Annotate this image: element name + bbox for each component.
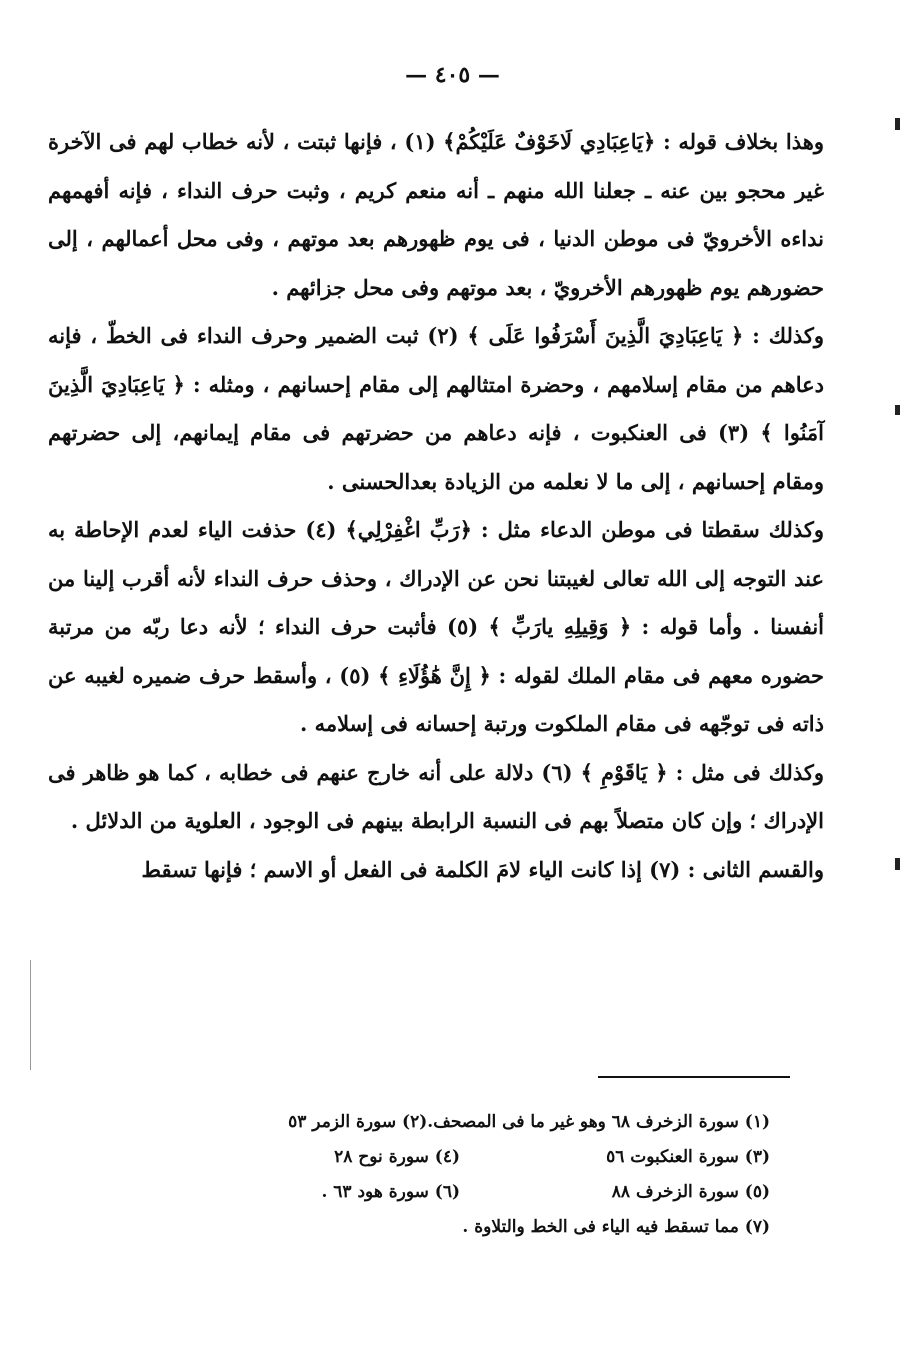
paragraph-2 bbox=[48, 312, 824, 506]
text-line: إلى حضورهم يوم ظهورهم الأخرويّ ، بعد موتهم وفى محل جزائهم . bbox=[48, 226, 824, 300]
text-line: والقسم الثانى : (٧) إذا كانت الياء لامَ الكلمة فى الفعل أو الاسم ؛ فإنها تسقط bbox=[141, 856, 824, 882]
scan-mark bbox=[30, 960, 31, 1070]
footnote-row bbox=[230, 1175, 770, 1210]
text-line: وهذا بخلاف قوله : ﴿يَاعِبَادِي لَاخَوْفٌ عَلَيْكُمْ﴾ (١) ، فإنها ثبتت ، لأنه خطاب لهم bbox=[136, 129, 824, 154]
footnote-4: (٤) سورة نوح ٢٨ bbox=[334, 1147, 460, 1167]
footnote-2: (٢) سورة الزمر ٥٣ bbox=[288, 1112, 428, 1132]
footnote-7: (٧) مما تسقط فيه الياء فى الخط والتلاوة . bbox=[462, 1217, 770, 1237]
text-line: من أنفسنا . وأما قوله : ﴿ وَقِيلِهِ يارَبِّ ﴾ (٥) فأثبت حرف النداء ؛ لأنه دعا ربّه من bbox=[48, 565, 824, 639]
paragraph-4 bbox=[48, 749, 824, 846]
footnote-6: (٦) سورة هود ٦٣ . bbox=[321, 1182, 460, 1202]
footnote-row bbox=[230, 1140, 770, 1175]
text-line: فى الآخرة غير محجو بين عنه ـ جعلنا الله منهم ـ أنه منعم كريم ، وثبت حرف النداء ، فإنه bbox=[48, 129, 824, 203]
text-line: به عند التوجه إلى الله تعالى لغيبتنا نحن عن الإدراك ، وحذف حرف النداء لأنه أقرب إلينا bbox=[48, 517, 824, 591]
paragraph-3 bbox=[48, 506, 824, 749]
page-number: — ٤٠٥ — bbox=[405, 62, 500, 88]
paragraph-1 bbox=[48, 118, 824, 312]
footnote-row bbox=[230, 1105, 770, 1140]
text-line: وكذلك فى مثل : ﴿ يَاقَوْمِ ﴾ (٦) دلالة على أنه خارج عنهم فى خطابه ، كما هو ظاهر bbox=[75, 759, 824, 785]
footnotes bbox=[230, 1105, 770, 1245]
paragraph-5 bbox=[48, 846, 824, 895]
scan-mark bbox=[895, 858, 900, 870]
scan-mark bbox=[895, 405, 900, 415]
footnote-divider bbox=[598, 1076, 790, 1078]
text-line: فى الخطّ ، فإنه دعاهم من مقام إسلامهم ، وحضرة امتثالهم إلى مقام إحسانهم ، bbox=[48, 323, 824, 397]
text-line: من الدلائل . bbox=[70, 808, 178, 833]
text-line: مرتبة حضوره معهم فى مقام الملك لقوله : ﴿ إِنَّ هَٰؤُلَاءِ ﴾ (٥) ، وأسقط حرف ضميره bbox=[48, 614, 824, 688]
footnote-5: (٥) سورة الزخرف ٨٨ bbox=[611, 1182, 770, 1202]
footnote-1: (١) سورة الزخرف ٦٨ وهو غير ما فى المصحف. bbox=[427, 1112, 770, 1132]
text-line: وكذلك سقطتا فى موطن الدعاء مثل : ﴿رَبِّ اغْفِرْلِي﴾ (٤) حذفت الياء لعدم الإحاطة bbox=[65, 517, 824, 542]
text-line: فى مقام إيمانهم، إلى حضرتهم ومقام إحسانهم ، إلى ما لا نعلمه من الزيادة بعدالحسنى . bbox=[48, 420, 824, 494]
scan-mark bbox=[895, 118, 900, 130]
text-line: أفهمهم نداءه الأخرويّ فى موطن الدنيا ، فى يوم ظهورهم بعد موتهم ، وفى محل أعمالهم ، bbox=[48, 177, 824, 251]
footnote-3: (٣) سورة العنكبوت ٥٦ bbox=[606, 1147, 770, 1167]
text-line: فى الإدراك ؛ وإن كان متصلاً بهم فى النسبة الرابطة بينهم فى الوجود ، العلوية bbox=[48, 759, 824, 833]
text-line: وكذلك : ﴿ يَاعِبَادِيَ الَّذِينَ أَسْرَفُوا عَلَى ﴾ (٢) ثبت الضمير وحرف النداء bbox=[188, 323, 825, 348]
body-text bbox=[48, 118, 824, 894]
text-line: ومثله : ﴿ يَاعِبَادِيَ الَّذِينَ آمَنُوا ﴾ (٣) فى العنكبوت ، فإنه دعاهم من حضرتهم bbox=[48, 371, 824, 445]
text-line: لغيبه عن ذاته فى توجّهه فى مقام الملكوت ورتبة إحسانه فى إسلامه . bbox=[48, 662, 824, 736]
